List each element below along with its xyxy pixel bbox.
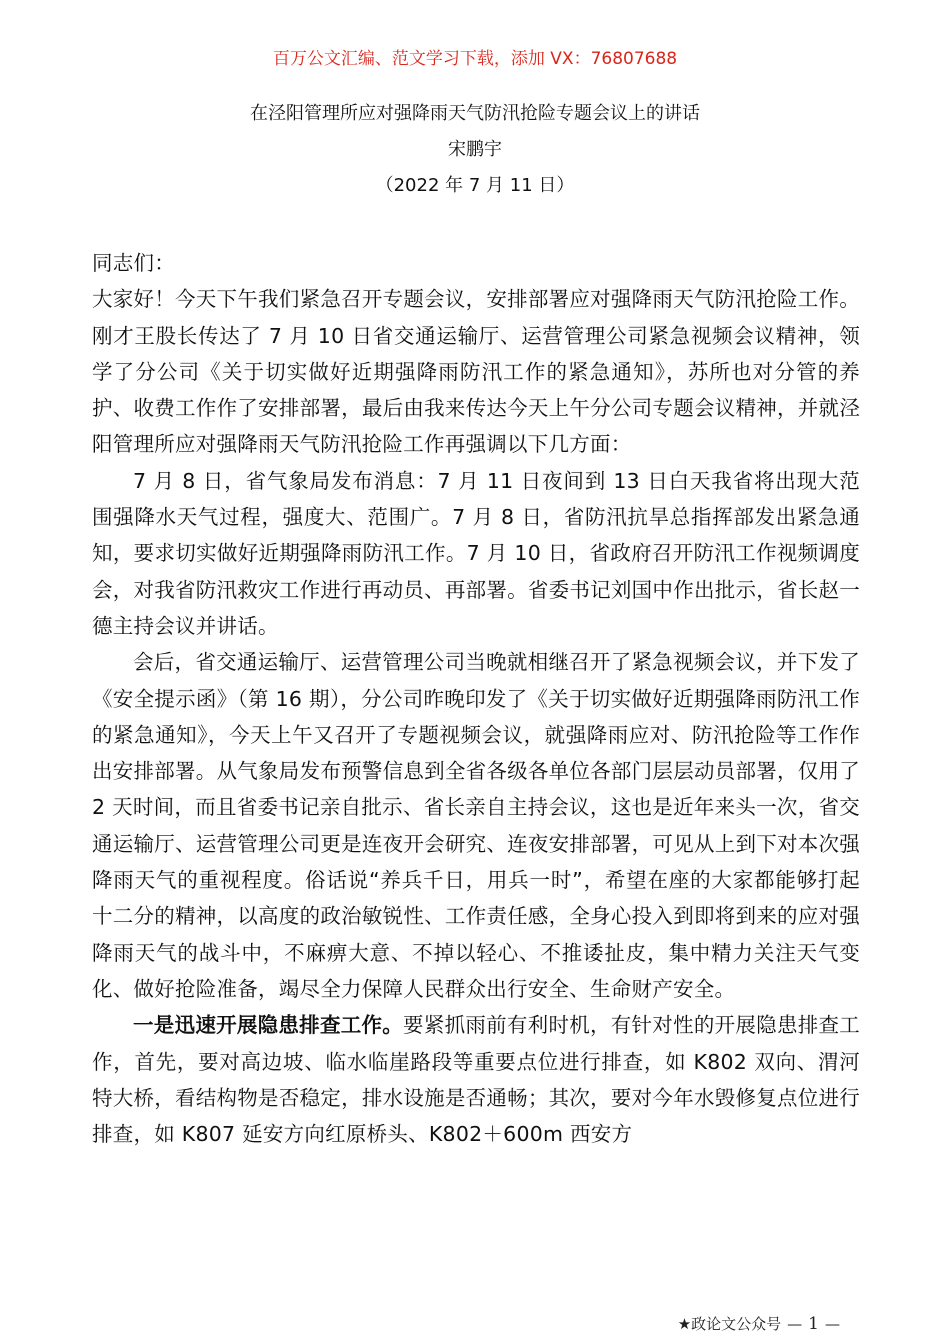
point-one-text: 要紧抓雨前有利时机，有针对性的开展隐患排查工作，首先，要对高边坡、临水临崖路段等重要点位进行排查，如 K802 双向、渭河特大桥，看结构物是否稳定，排水设施是否通畅；其次，要对今年水毁修复点位进行排查，如 K807 延安方向红原桥头、K802＋600m 西安方 xyxy=(92,1013,861,1147)
document-header xyxy=(0,96,950,204)
page-number: 1 xyxy=(808,1314,819,1334)
page-footer xyxy=(678,1313,840,1335)
paragraph-meeting-followup: 会后，省交通运输厅、运营管理公司当晚就相继召开了紧急视频会议，并下发了《安全提示函》（第 16 期），分公司昨晚印发了《关于切实做好近期强降雨防汛工作的紧急通知》，今天上午又召开了专题视频会议，就强降雨应对、防汛抢险等工作作出安排部署。从气象局发布预警信息到全省各级各单位各部门层层动员部署，仅用了 2 天时间，而且省委书记亲自批示、省长亲自主持会议，这也是近年来头一次，省交通运输厅、运营管理公司更是连夜开会研究、连夜安排部署，可见从上到下对本次强降雨天气的重视程度。俗话说“养兵千日，用兵一时”，希望在座的大家都能够打起十二分的精神，以高度的政治敏锐性、工作责任感，全身心投入到即将到来的应对强降雨天气的战斗中，不麻痹大意、不掉以轻心、不推诿扯皮，集中精力关注天气变化、做好抢险准备，竭尽全力保障人民群众出行安全、生命财产安全。 xyxy=(92,650,860,1001)
footer-source: ★政论文公众号 xyxy=(677,1315,782,1333)
salutation: 同志们： xyxy=(92,251,175,275)
paragraph-weather-notice: 7 月 8 日，省气象局发布消息：7 月 11 日夜间到 13 日白天我省将出现大范围强降水天气过程，强度大、范围广。7 月 8 日，省防汛抗旱总指挥部发出紧急通知，要求切实做好近期强降雨防汛工作。7 月 10 日，省政府召开防汛工作视频调度会，对我省防汛救灾工作进行再动员、再部署。省委书记刘国中作出批示，省长赵一德主持会议并讲话。 xyxy=(92,468,860,638)
document-title: 在泾阳管理所应对强降雨天气防汛抢险专题会议上的讲话 xyxy=(250,103,700,124)
footer-dash-left: — xyxy=(787,1315,803,1333)
point-one-heading: 一是迅速开展隐患排查工作。 xyxy=(133,1013,404,1038)
paragraph-opening: 大家好！今天下午我们紧急召开专题会议，安排部署应对强降雨天气防汛抢险工作。刚才王股长传达了 7 月 10 日省交通运输厅、运营管理公司紧急视频会议精神，领学了分公司《关于切实做好近期强降雨防汛工作的紧急通知》，苏所也对分管的养护、收费工作作了安排部署，最后由我来传达今天上午分公司专题会议精神，并就泾阳管理所应对强降雨天气防汛抢险工作再强调以下几方面： xyxy=(92,287,860,457)
speech-date: （2022 年 7 月 11 日） xyxy=(375,175,575,196)
speech-body xyxy=(92,245,860,1152)
download-banner: 百万公文汇编、范文学习下载，添加 VX：76807688 xyxy=(272,49,678,69)
footer-dash-right: — xyxy=(825,1315,840,1333)
paragraph-hazard-inspection xyxy=(92,1007,860,1152)
author-name: 宋鹏宇 xyxy=(448,139,502,160)
